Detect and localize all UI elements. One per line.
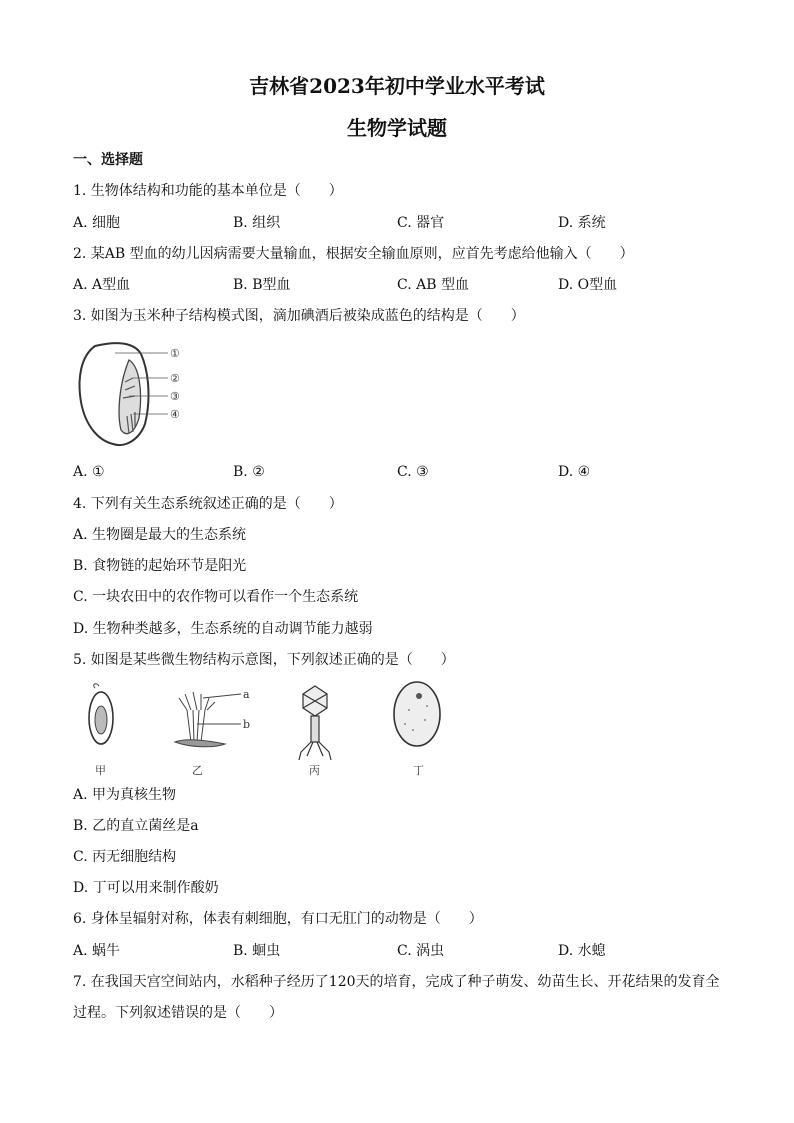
q6-option-d[interactable]: D. 水螅 <box>558 943 606 959</box>
q6-option-a[interactable]: A. 蜗牛 <box>73 943 121 959</box>
q4-option-a[interactable]: A. 生物圈是最大的生态系统 <box>73 527 247 543</box>
q1-option-b[interactable]: B. 组织 <box>233 215 281 231</box>
question-7-line-1: 7. 在我国天宫空间站内，水稻种子经历了120天的培育，完成了种子萌发、幼苗生长、开花结果的发育全 <box>73 974 720 990</box>
q5-option-b[interactable]: B. 乙的直立菌丝是a <box>73 818 199 834</box>
figure-label-4: ④ <box>170 408 180 421</box>
q3-option-d[interactable]: D. ④ <box>558 464 591 480</box>
q4-option-b[interactable]: B. 食物链的起始环节是阳光 <box>73 558 247 574</box>
q2-option-a[interactable]: A. A型血 <box>73 277 131 293</box>
corn-seed-figure <box>73 338 203 453</box>
q6-option-b[interactable]: B. 蛔虫 <box>233 943 281 959</box>
figure-label-bing: 丙 <box>309 764 320 777</box>
virus-drawing <box>299 686 331 760</box>
mold-drawing <box>175 692 241 747</box>
q4-option-d[interactable]: D. 生物种类越多，生态系统的自动调节能力越弱 <box>73 621 373 637</box>
exam-title: 吉林省2023年初中学业水平考试 <box>249 74 545 98</box>
figure-label-1: ① <box>170 347 180 360</box>
figure-label-b: b <box>243 718 251 731</box>
question-7-line-2: 过程。下列叙述错误的是（ ） <box>73 1005 283 1021</box>
q5-option-c[interactable]: C. 丙无细胞结构 <box>73 849 177 865</box>
figure-label-ding: 丁 <box>413 764 424 777</box>
figure-label-3: ③ <box>170 390 180 403</box>
question-2: 2. 某AB 型血的幼儿因病需要大量输血，根据安全输血原则，应首先考虑给他输入（ ） <box>73 246 634 262</box>
q3-option-a[interactable]: A. ① <box>73 464 105 480</box>
exam-subtitle: 生物学试题 <box>347 116 447 140</box>
figure-label-jia: 甲 <box>95 764 106 777</box>
q5-option-d[interactable]: D. 丁可以用来制作酸奶 <box>73 880 219 896</box>
yeast-drawing <box>394 682 440 746</box>
q4-option-c[interactable]: C. 一块农田中的农作物可以看作一个生态系统 <box>73 589 359 605</box>
q1-option-c[interactable]: C. 器官 <box>397 215 445 231</box>
figure-label-yi: 乙 <box>192 764 203 777</box>
q2-option-b[interactable]: B. B型血 <box>233 277 291 293</box>
question-1: 1. 生物体结构和功能的基本单位是（ ） <box>73 183 343 199</box>
bacterium-drawing <box>89 684 113 744</box>
q2-option-d[interactable]: D. O型血 <box>558 277 618 293</box>
q3-option-b[interactable]: B. ② <box>233 464 265 480</box>
q1-option-a[interactable]: A. 细胞 <box>73 215 121 231</box>
question-6: 6. 身体呈辐射对称，体表有刺细胞，有口无肛门的动物是（ ） <box>73 911 483 927</box>
question-5: 5. 如图是某些微生物结构示意图，下列叙述正确的是（ ） <box>73 652 455 668</box>
q3-option-c[interactable]: C. ③ <box>397 464 429 480</box>
microorganism-figure <box>75 680 475 780</box>
figure-label-a: a <box>243 688 250 701</box>
question-3: 3. 如图为玉米种子结构模式图，滴加碘酒后被染成蓝色的结构是（ ） <box>73 308 525 324</box>
figure-label-2: ② <box>170 372 180 385</box>
q1-option-d[interactable]: D. 系统 <box>558 215 606 231</box>
q6-option-c[interactable]: C. 涡虫 <box>397 943 445 959</box>
question-4: 4. 下列有关生态系统叙述正确的是（ ） <box>73 496 343 512</box>
section-heading: 一、选择题 <box>73 152 143 168</box>
q2-option-c[interactable]: C. AB 型血 <box>397 277 469 293</box>
q5-option-a[interactable]: A. 甲为真核生物 <box>73 787 177 803</box>
